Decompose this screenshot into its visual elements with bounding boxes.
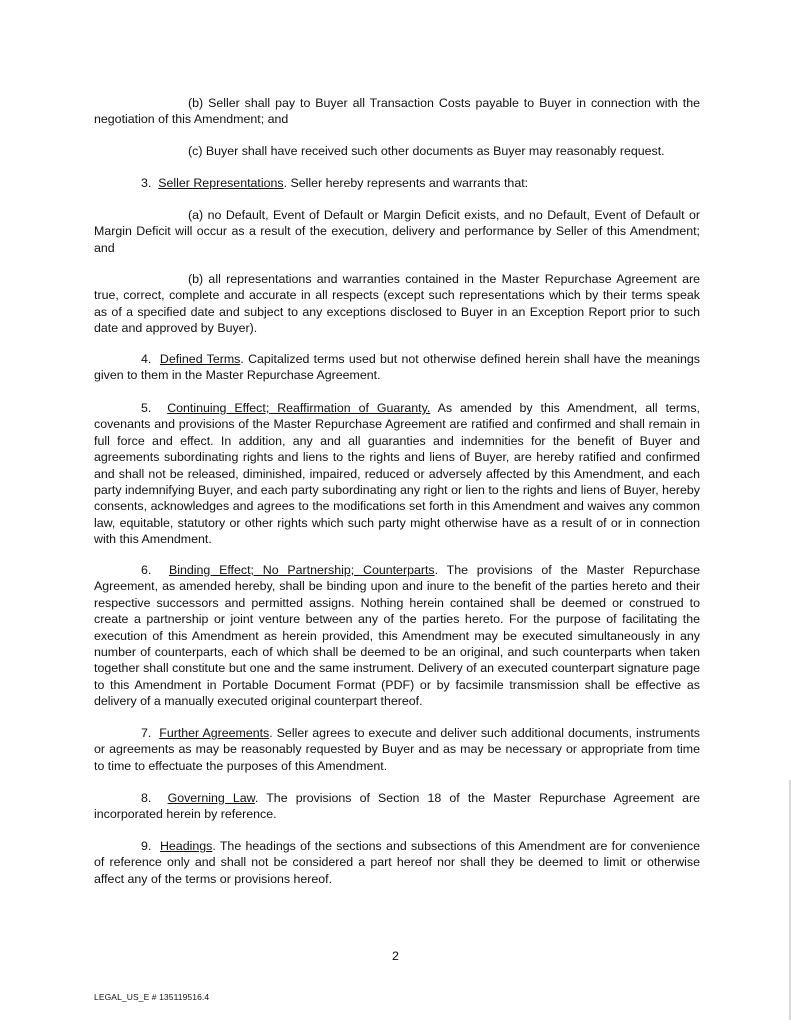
section-heading: Defined Terms: [159, 352, 241, 366]
section-heading: Continuing Effect; Reaffirmation of Guaranty.: [167, 401, 431, 415]
section-9-headings: [94, 838, 700, 887]
paragraph-text: (a) no Default, Event of Default or Margin Deficit exists, and no Default, Event of Default or Margin Deficit will occur as a result of the execution, delivery and performance by Seller of this Amendment; and: [94, 208, 700, 255]
section-heading: Further Agreements: [159, 726, 270, 740]
section-number: 6.: [141, 563, 152, 577]
section-text: . Seller hereby represents and warrants that:: [283, 176, 529, 190]
section-number: 5.: [141, 401, 152, 415]
section-heading: Headings: [159, 839, 213, 853]
section-number: 9.: [141, 839, 152, 853]
section-5-continuing-effect: [94, 400, 700, 548]
section-heading: Governing Law: [167, 791, 255, 805]
section-text: . The headings of the sections and subsections of this Amendment are for convenience of reference only and shall not be considered a part hereof nor shall they be deemed to limit or otherwise affect any of the terms or provisions hereof.: [94, 839, 700, 886]
section-number: 4.: [141, 352, 152, 366]
paragraph-b-representations: [94, 271, 700, 337]
section-text: . Capitalized terms used but not otherwise defined herein shall have the meanings given to them in the Master Repurchase Agreement.: [94, 352, 700, 383]
paragraph-b-transaction-costs: [94, 95, 700, 128]
section-text: . Seller agrees to execute and deliver such additional documents, instruments or agreements as may be reasonably requested by Buyer and as may be necessary or appropriate from time to time to effectuate the purposes of this Amendment.: [94, 726, 700, 773]
section-4-defined-terms: [94, 351, 700, 384]
section-text: As amended by this Amendment, all terms, covenants and provisions of the Master Repurchase Agreement are ratified and confirmed and shall remain in full force and effect. In addition, any and all guaranties and indemnities for the benefit of Buyer and agreements subordinating rights and liens to the rights and liens of Buyer, are hereby ratified and confirmed and shall not be released, diminished, impaired, reduced or adversely affected by this Amendment, and each party indemnifying Buyer, and each party subordinating any right or lien to the rights and liens of Buyer, hereby consents, acknowledges and agrees to the modifications set forth in this Amendment and waives any common law, equitable, statutory or other rights which such party might otherwise have as a result of or in connection with this Amendment.: [94, 401, 700, 547]
section-6-binding-effect: [94, 562, 700, 710]
paragraph-text: (c) Buyer shall have received such other documents as Buyer may reasonably request.: [188, 144, 665, 158]
section-text: . The provisions of Section 18 of the Master Repurchase Agreement are incorporated herein by reference.: [94, 791, 700, 822]
paragraph-a-no-default: [94, 207, 700, 256]
paragraph-text: (b) Seller shall pay to Buyer all Transaction Costs payable to Buyer in connection with the negotiation of this Amendment; and: [94, 96, 700, 127]
page-number: 2: [392, 949, 399, 963]
section-number: 3.: [141, 176, 152, 190]
paragraph-text: (b) all representations and warranties contained in the Master Repurchase Agreement are true, correct, complete and accurate in all respects (except such representations which by their terms speak as of a specified date and subject to any exceptions disclosed to Buyer in an Exception Report prior to such date and approved by Buyer).: [94, 272, 700, 336]
section-heading: Seller Representations: [158, 176, 284, 190]
section-number: 8.: [141, 791, 152, 805]
paragraph-c-other-documents: [94, 143, 700, 159]
section-heading: Binding Effect; No Partnership; Counterparts: [168, 563, 435, 577]
document-footer-id: LEGAL_US_E # 135119516.4: [94, 992, 210, 1002]
section-8-governing-law: [94, 790, 700, 823]
section-3-seller-representations: [94, 175, 700, 191]
section-number: 7.: [141, 726, 152, 740]
section-7-further-agreements: [94, 725, 700, 774]
section-text: . The provisions of the Master Repurchase Agreement, as amended hereby, shall be binding upon and inure to the benefit of the parties hereto and their respective successors and permitted assigns. Nothing herein contained shall be deemed or construed to create a partnership or joint venture between any of the parties hereto. For the purpose of facilitating the execution of this Amendment as herein provided, this Amendment may be executed simultaneously in any number of counterparts, each of which shall be deemed to be an original, and such counterparts when taken together shall constitute but one and the same instrument. Delivery of an executed counterpart signature page to this Amendment in Portable Document Format (PDF) or by facsimile transmission shall be effective as delivery of a manually executed original counterpart thereof.: [94, 563, 700, 709]
